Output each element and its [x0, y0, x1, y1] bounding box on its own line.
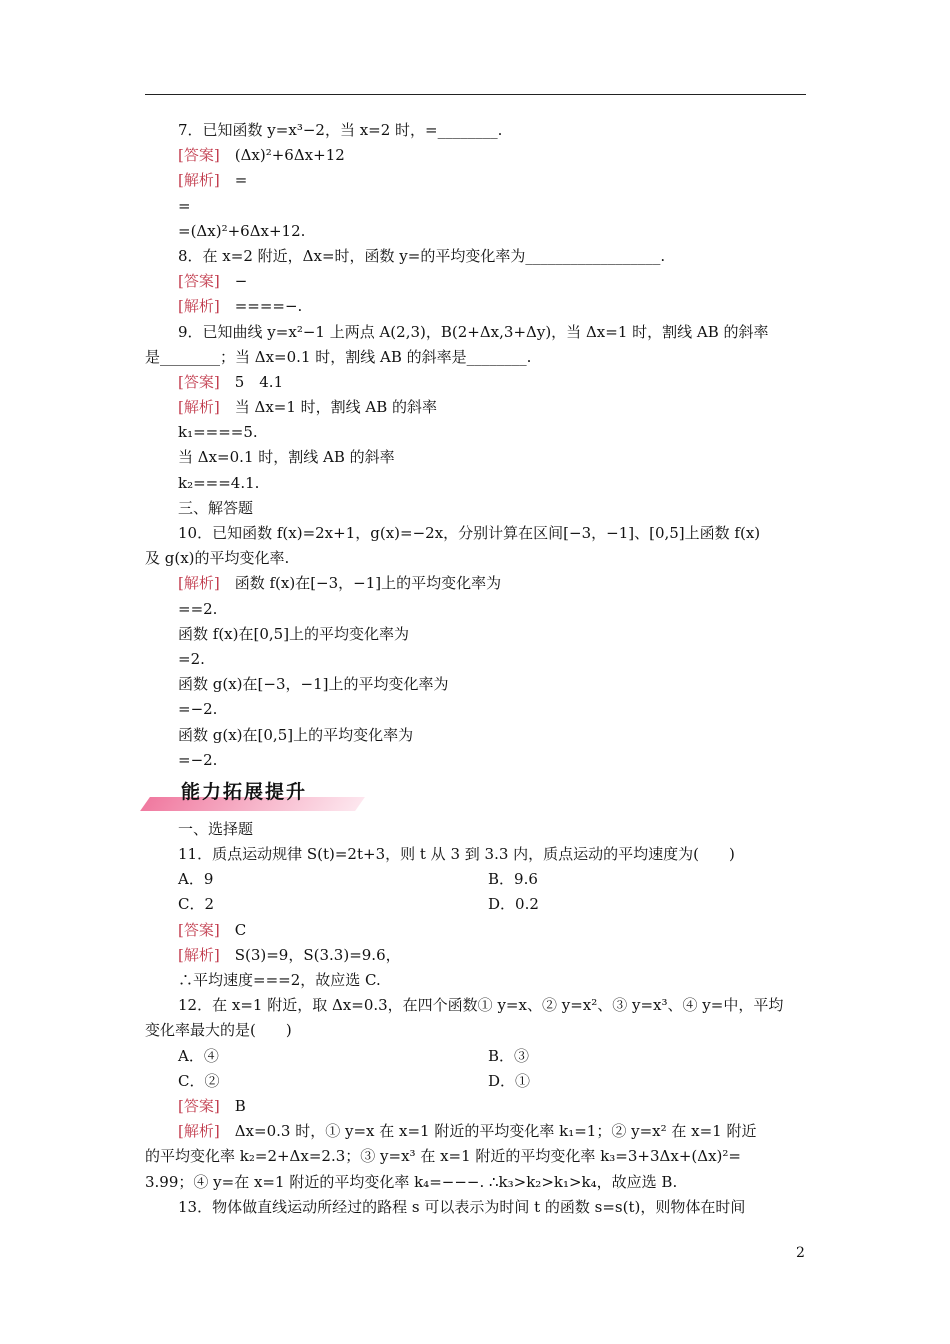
- document-body: [145, 118, 806, 1220]
- line-text: =−2.: [178, 750, 218, 769]
- text-line: [145, 748, 806, 773]
- text-line: [145, 723, 806, 748]
- answer-tag: [答案]: [178, 1096, 220, 1115]
- line-text: −: [219, 272, 248, 291]
- text-line: [145, 571, 806, 596]
- line-text: 三、解答题: [178, 498, 254, 517]
- line-text: ==2.: [178, 599, 218, 618]
- text-line: [145, 597, 806, 622]
- text-line: [145, 143, 806, 168]
- line-text: 9．已知曲线 y=x²−1 上两点 A(2,3)，B(2+Δx,3+Δy)，当 Δx=1 时，割线 AB 的斜率: [178, 322, 769, 341]
- line-text: 及 g(x)的平均变化率.: [145, 549, 290, 568]
- banner-title: 能力拓展提升: [181, 780, 308, 803]
- problems-section-1: [145, 118, 806, 773]
- line-text: =(Δx)²+6Δx+12.: [178, 221, 306, 240]
- line-text: Δx=0.3 时，① y=x 在 x=1 附近的平均变化率 k₁=1；② y=x² 在 x=1 附近: [219, 1122, 757, 1141]
- line-text: B: [219, 1096, 246, 1115]
- line-text: ∴平均速度===2，故应选 C.: [178, 971, 381, 989]
- option-left: A．④: [178, 1046, 219, 1065]
- line-text: 函数 g(x)在[−3，−1]上的平均变化率为: [178, 675, 449, 694]
- text-line: [145, 294, 806, 319]
- option-left: C．②: [178, 1071, 220, 1090]
- line-text: 函数 g(x)在[0,5]上的平均变化率为: [178, 725, 414, 744]
- answer-options: [145, 892, 806, 917]
- answer-tag: [答案]: [178, 372, 220, 391]
- text-line: [145, 370, 806, 395]
- text-line: [145, 420, 806, 445]
- text-line: [145, 521, 806, 546]
- text-line: [145, 269, 806, 294]
- line-text: 8．在 x=2 附近，Δx=时，函数 y=的平均变化率为__________________.: [178, 246, 666, 265]
- text-line: [145, 1195, 806, 1220]
- option-left: C．2: [178, 895, 215, 914]
- option-right: B．9.6: [488, 870, 538, 889]
- text-line: [145, 968, 806, 993]
- line-text: S(3)=9，S(3.3)=9.6，: [219, 945, 401, 964]
- option-left: A．9: [178, 870, 214, 889]
- line-text: 是________；当 Δx=0.1 时，割线 AB 的斜率是________.: [145, 347, 532, 366]
- answer-tag: [答案]: [178, 920, 220, 939]
- text-line: [145, 1170, 806, 1195]
- text-line: [145, 546, 806, 571]
- line-text: =: [219, 171, 248, 190]
- section-banner: [145, 777, 806, 815]
- header-rule: [145, 94, 806, 95]
- text-line: [145, 672, 806, 697]
- answer-options: [145, 1044, 806, 1069]
- line-text: 变化率最大的是( ): [145, 1021, 292, 1040]
- answer-tag: [解析]: [178, 398, 220, 417]
- text-line: [145, 918, 806, 943]
- line-text: k₁====5.: [178, 423, 258, 442]
- text-line: [145, 647, 806, 672]
- line-text: 当 Δx=0.1 时，割线 AB 的斜率: [178, 448, 395, 467]
- text-line: [145, 445, 806, 470]
- line-text: C: [219, 920, 247, 939]
- text-line: [145, 1144, 806, 1169]
- page-number: 2: [796, 1245, 805, 1261]
- answer-tag: [解析]: [178, 945, 220, 964]
- answer-tag: [解析]: [178, 574, 220, 593]
- line-text: =2.: [178, 649, 205, 668]
- option-right: D．0.2: [488, 895, 539, 914]
- text-line: [145, 194, 806, 219]
- line-text: 当 Δx=1 时，割线 AB 的斜率: [219, 398, 438, 417]
- line-text: 11．质点运动规律 S(t)=2t+3，则 t 从 3 到 3.3 内，质点运动的平均速度为( ): [178, 845, 735, 864]
- text-line: [145, 1119, 806, 1144]
- line-text: 7．已知函数 y=x³−2，当 x=2 时，=________.: [178, 121, 503, 139]
- line-text: =−2.: [178, 700, 218, 719]
- line-text: =: [178, 196, 191, 215]
- line-text: 3.99；④ y=在 x=1 附近的平均变化率 k₄=−−−. ∴k₃>k₂>k₁>k₄，故应选 B.: [145, 1172, 678, 1191]
- answer-tag: [解析]: [178, 171, 220, 190]
- answer-tag: [答案]: [178, 272, 220, 291]
- text-line: [145, 395, 806, 420]
- line-text: 函数 f(x)在[0,5]上的平均变化率为: [178, 624, 410, 643]
- text-line: [145, 244, 806, 269]
- line-text: 一、选择题: [178, 819, 254, 838]
- text-line: [145, 817, 806, 842]
- text-line: [145, 471, 806, 496]
- option-right: B．③: [488, 1046, 530, 1065]
- line-text: 10．已知函数 f(x)=2x+1，g(x)=−2x，分别计算在区间[−3，−1]、[0,5]上函数 f(x): [178, 524, 761, 542]
- answer-tag: [解析]: [178, 1122, 220, 1141]
- text-line: [145, 1094, 806, 1119]
- text-line: [145, 993, 806, 1018]
- line-text: 5 4.1: [219, 372, 284, 391]
- line-text: 12．在 x=1 附近，取 Δx=0.3，在四个函数① y=x、② y=x²、③ y=x³、④ y=中，平均: [178, 996, 784, 1015]
- line-text: 的平均变化率 k₂=2+Δx=2.3；③ y=x³ 在 x=1 附近的平均变化率 k₃=3+3Δx+(Δx)²=: [145, 1147, 741, 1166]
- text-line: [145, 622, 806, 647]
- text-line: [145, 842, 806, 867]
- problems-section-2: [145, 817, 806, 1220]
- text-line: [145, 219, 806, 244]
- answer-options: [145, 867, 806, 892]
- answer-tag: [答案]: [178, 146, 220, 165]
- text-line: [145, 697, 806, 722]
- line-text: 函数 f(x)在[−3，−1]上的平均变化率为: [219, 574, 502, 593]
- answer-options: [145, 1069, 806, 1094]
- line-text: k₂===4.1.: [178, 473, 260, 492]
- text-line: [145, 943, 806, 968]
- option-right: D．①: [488, 1071, 531, 1090]
- line-text: ====−.: [219, 297, 303, 316]
- line-text: (Δx)²+6Δx+12: [219, 146, 345, 165]
- line-text: 13．物体做直线运动所经过的路程 s 可以表示为时间 t 的函数 s=s(t)，则物体在时间: [178, 1197, 746, 1216]
- text-line: [145, 168, 806, 193]
- text-line: [145, 345, 806, 370]
- text-line: [145, 1018, 806, 1043]
- answer-tag: [解析]: [178, 297, 220, 316]
- text-line: [145, 496, 806, 521]
- text-line: [145, 118, 806, 143]
- text-line: [145, 320, 806, 345]
